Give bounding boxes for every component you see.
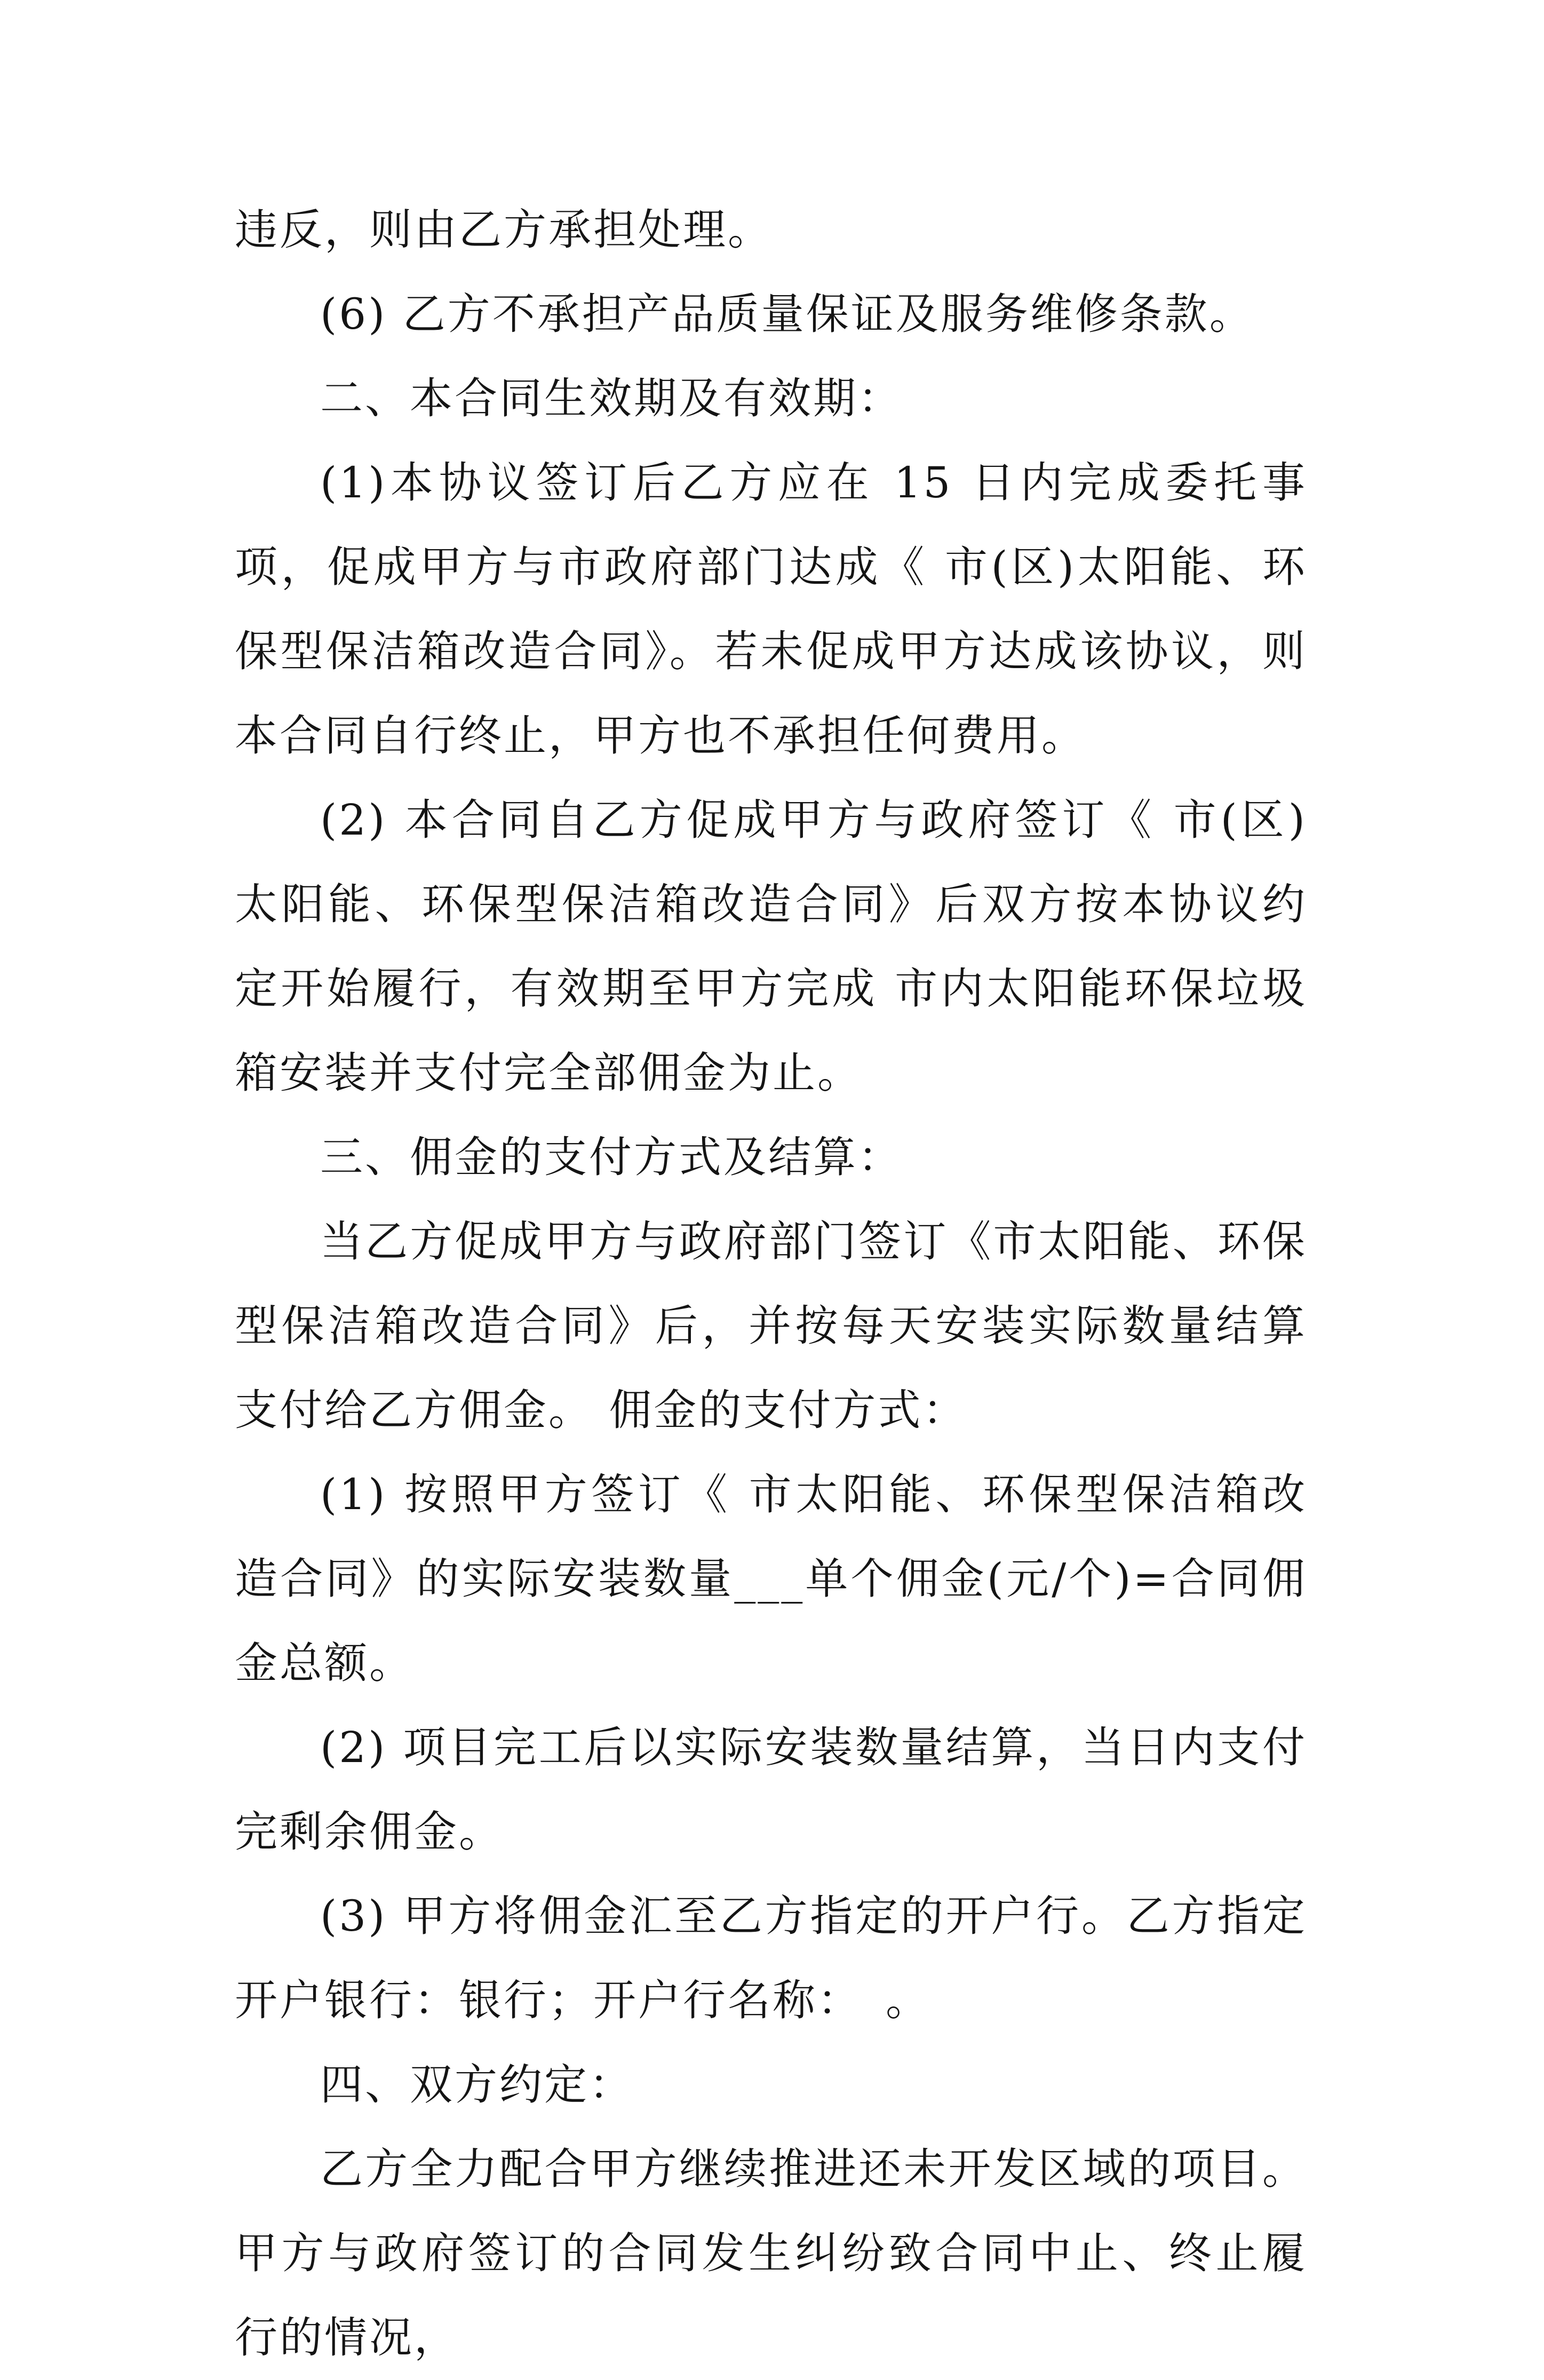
paragraph-validity-1: (1)本协议签订后乙方应在 15 日内完成委托事项，促成甲方与市政府部门达成《 市(区)太阳能、环保型保洁箱改造合同》。若未促成甲方达成该协议，则本合同自行终止，甲方也不承担任何费用。 <box>235 458 1307 760</box>
paragraph-commission-1: (1) 按照甲方签订《 市太阳能、环保型保洁箱改造合同》的实际安装数量___单个佣金(元/个)=合同佣金总额。 <box>235 1470 1307 1688</box>
paragraph-agreement: 乙方全力配合甲方继续推进还未开发区域的项目。甲方与政府签订的合同发生纠纷致合同中止、终止履行的情况， <box>235 2144 1307 2362</box>
document-body <box>235 188 1307 2380</box>
paragraph-commission-2: (2) 项目完工后以实际安装数量结算，当日内支付完剩余佣金。 <box>235 1723 1307 1857</box>
paragraph-commission-3: (3) 甲方将佣金汇至乙方指定的开户行。乙方指定开户银行：银行；开户行名称： 。 <box>235 1891 1307 2025</box>
paragraph-validity-2: (2) 本合同自乙方促成甲方与政府签订《 市(区)太阳能、环保型保洁箱改造合同》后双方按本协议约定开始履行，有效期至甲方完成 市内太阳能环保垃圾箱安装并支付完全部佣金为止。 <box>235 795 1307 1098</box>
section-heading-commission: 三、佣金的支付方式及结算： <box>320 1132 903 1182</box>
paragraph-clause-6: (6) 乙方不承担产品质量保证及服务维修条款。 <box>320 289 1254 339</box>
section-heading-validity: 二、本合同生效期及有效期： <box>320 374 903 423</box>
paragraph-violation-handling: 违反，则由乙方承担处理。 <box>235 205 773 255</box>
section-heading-agreement: 四、双方约定： <box>320 2060 634 2109</box>
paragraph-commission-intro: 当乙方促成甲方与政府部门签订《市太阳能、环保型保洁箱改造合同》后，并按每天安装实际数量结算支付给乙方佣金。 佣金的支付方式： <box>235 1217 1307 1435</box>
